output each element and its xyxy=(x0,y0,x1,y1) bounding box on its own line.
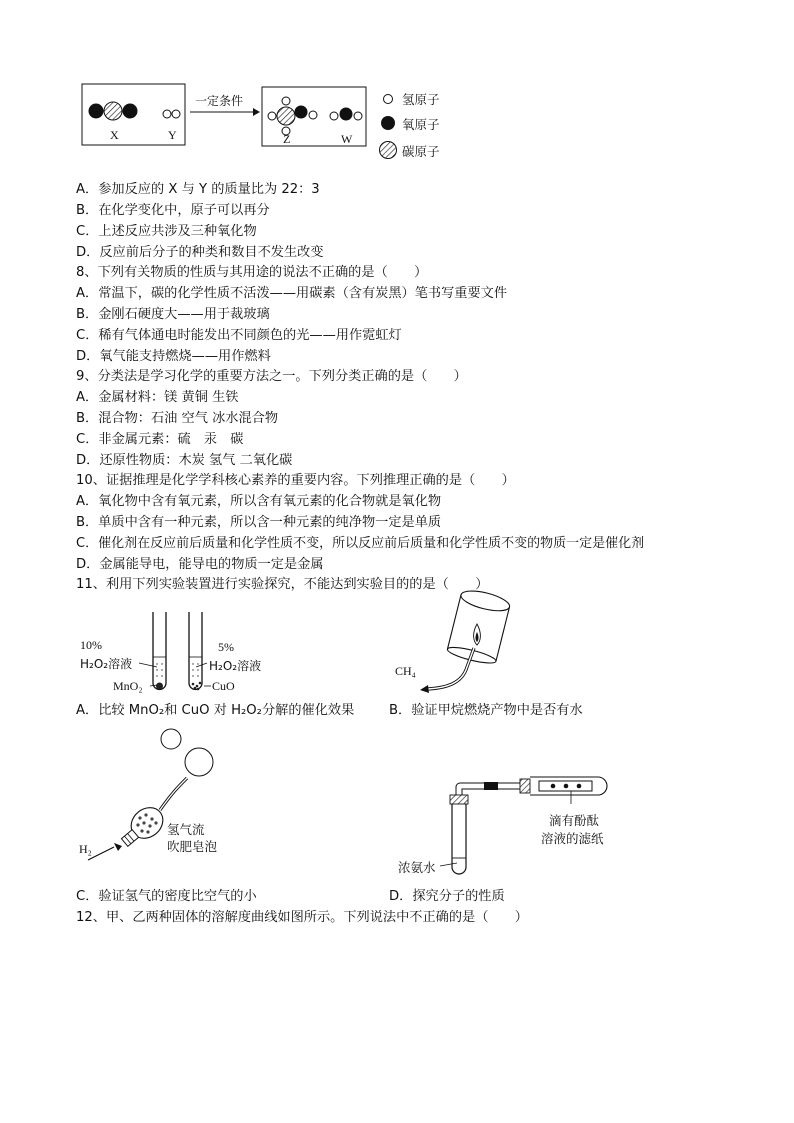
left-solution-label: H₂O₂溶液 xyxy=(80,657,133,671)
q10-option-b: B．单质中含有一种元素，所以含一种元素的纯净物一定是单质 xyxy=(76,515,442,530)
label-w: W xyxy=(341,132,353,146)
vertical-stopper xyxy=(450,795,468,804)
label-z: Z xyxy=(283,132,291,146)
q12-stem: 12、甲、乙两种固体的溶解度曲线如图所示。下列说法中不正确的是（ ） xyxy=(76,910,528,925)
q8-option-c: C．稀有气体通电时能发出不同颜色的光——用作霓虹灯 xyxy=(76,328,402,343)
blow-bubbles-label: 吹肥皂泡 xyxy=(167,839,218,854)
legend-oxygen-label: 氧原子 xyxy=(402,117,440,132)
cuo-label: CuO xyxy=(212,679,235,693)
q8-stem: 8、下列有关物质的性质与其用途的说法不正确的是（ ） xyxy=(76,265,428,280)
horizontal-stopper xyxy=(520,779,530,793)
q9-option-d: D．还原性物质：木炭 氢气 二氧化碳 xyxy=(76,453,293,468)
q11-caption-b: B．验证甲烷燃烧产物中是否有水 xyxy=(389,703,583,718)
q9-option-b: B．混合物：石油 空气 冰水混合物 xyxy=(76,411,279,426)
q11-stem: 11、利用下列实验装置进行实验探究，不能达到实验目的的是（ ） xyxy=(76,577,489,592)
label-y: Y xyxy=(168,128,177,142)
q10-stem: 10、证据推理是化学学科核心素养的重要内容。下列推理正确的是（ ） xyxy=(76,473,515,488)
ammonia-label: 浓氨水 xyxy=(398,860,436,875)
q11-caption-a: A．比较 MnO₂和 CuO 对 H₂O₂分解的催化效果 xyxy=(76,703,355,718)
q7-option-b: B．在化学变化中，原子可以再分 xyxy=(76,203,270,218)
legend-carbon-label: 碳原子 xyxy=(402,144,440,159)
left-concentration: 10% xyxy=(80,638,102,652)
q8-option-b: B．金刚石硬度大——用于裁玻璃 xyxy=(76,307,270,322)
ammonia-pointer xyxy=(440,863,457,866)
q9-option-a: A．金属材料：镁 黄铜 生铁 xyxy=(76,390,239,405)
label-x: X xyxy=(110,128,119,142)
phenolphthalein-label-1: 滴有酚酞 xyxy=(549,813,600,828)
q10-option-c: C．催化剂在反应前后质量和化学性质不变，所以反应前后质量和化学性质不变的物质一定是催化剂 xyxy=(76,536,645,551)
h2-stream-label: 氢气流 xyxy=(167,822,205,837)
q9-option-c: C．非金属元素：硫 汞 碳 xyxy=(76,432,244,447)
methane-label: CH₄ xyxy=(395,664,416,678)
right-concentration: 5% xyxy=(218,640,234,654)
q7-option-d: D．反应前后分子的种类和数目不发生改变 xyxy=(76,245,324,260)
right-solution-label: H₂O₂溶液 xyxy=(209,659,262,673)
h2-label: H₂ xyxy=(79,842,92,856)
q7-option-a: A．参加反应的 X 与 Y 的质量比为 22：3 xyxy=(76,182,320,197)
phenolphthalein-label-2: 溶液的滤纸 xyxy=(541,831,604,846)
q11-caption-d: D．探究分子的性质 xyxy=(389,889,505,904)
rubber-connector xyxy=(484,782,498,790)
q11-caption-c: C．验证氢气的密度比空气的小 xyxy=(76,889,257,904)
q8-option-a: A．常温下，碳的化学性质不活泼——用碳素（含有炭黑）笔书写重要文件 xyxy=(76,286,508,301)
q8-option-d: D．氧气能支持燃烧——用作燃料 xyxy=(76,349,271,364)
q7-option-c: C．上述反应共涉及三种氧化物 xyxy=(76,224,257,239)
mno2-label: MnO₂ xyxy=(113,679,143,693)
q10-option-a: A．氧化物中含有氧元素，所以含有氧元素的化合物就是氧化物 xyxy=(76,494,442,509)
q9-stem: 9、分类法是学习化学的重要方法之一。下列分类正确的是（ ） xyxy=(76,369,467,384)
legend-hydrogen-label: 氢原子 xyxy=(402,92,440,107)
q10-option-d: D．金属能导电，能导电的物质一定是金属 xyxy=(76,557,324,572)
reaction-condition: 一定条件 xyxy=(195,94,244,108)
